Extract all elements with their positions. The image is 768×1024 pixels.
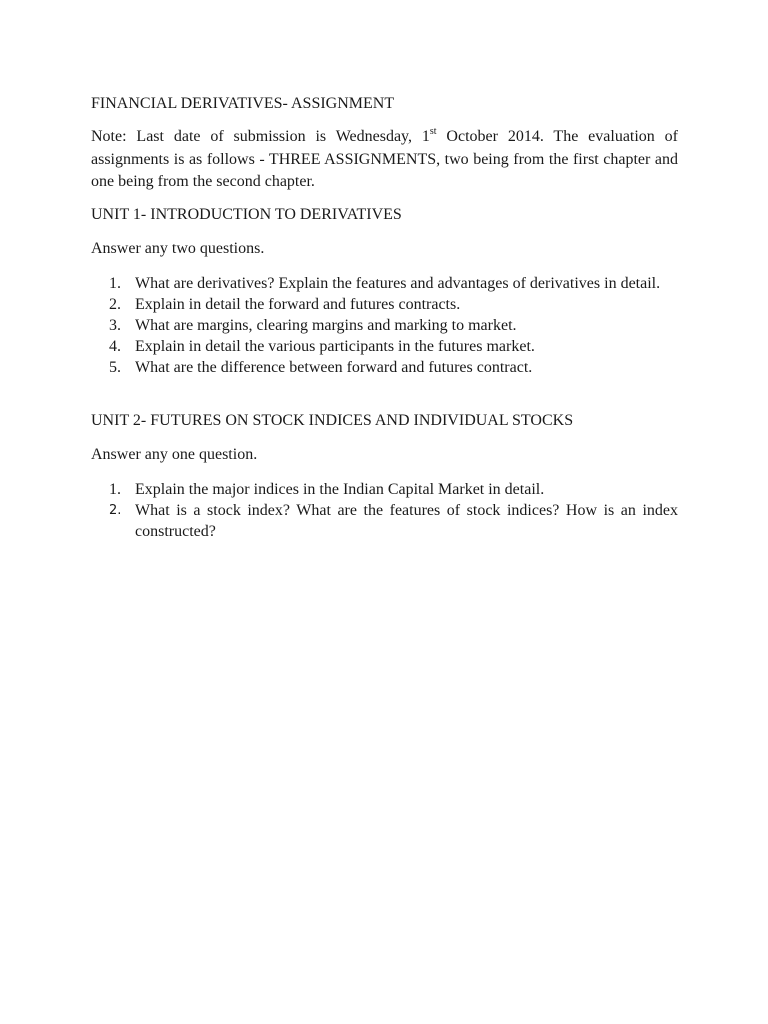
question-text: Explain in detail the various participants in the futures market. xyxy=(135,337,535,355)
unit-1-question-list xyxy=(91,273,678,378)
document-title: FINANCIAL DERIVATIVES- ASSIGNMENT xyxy=(91,95,395,112)
question-item xyxy=(91,315,678,336)
question-item xyxy=(91,500,678,542)
unit-2-instruction: Answer any one question. xyxy=(91,445,258,463)
document-page xyxy=(91,93,678,542)
question-item xyxy=(91,273,678,294)
unit-2-question-list xyxy=(91,479,678,542)
question-number: 5. xyxy=(109,358,121,376)
unit-1-heading: UNIT 1- INTRODUCTION TO DERIVATIVES xyxy=(91,205,402,223)
unit-2-heading: UNIT 2- FUTURES ON STOCK INDICES AND INDIVIDUAL STOCKS xyxy=(91,411,574,429)
unit-1-instruction: Answer any two questions. xyxy=(91,239,265,257)
unit-2-section xyxy=(91,410,678,542)
note-text-start: Note: Last date of submission is Wednesday, 1 xyxy=(91,128,430,145)
question-text: What are derivatives? Explain the features and advantages of derivatives in detail. xyxy=(135,274,661,292)
question-item xyxy=(91,294,678,315)
question-number: 1. xyxy=(109,274,121,292)
question-text: What are margins, clearing margins and marking to market. xyxy=(135,316,517,334)
note-text-end: October 2014. The evaluation of assignments is as follows - THREE ASSIGNMENTS, two being from the first chapter and one being from the second chapter. xyxy=(91,128,679,190)
question-number: 2. xyxy=(109,502,122,518)
submission-note xyxy=(91,126,678,194)
question-number: 4. xyxy=(109,337,121,355)
question-item xyxy=(91,336,678,357)
question-item xyxy=(91,357,678,378)
question-text: What are the difference between forward and futures contract. xyxy=(135,358,533,376)
question-text: Explain the major indices in the Indian Capital Market in detail. xyxy=(135,480,545,498)
note-superscript: st xyxy=(429,125,437,137)
question-text: Explain in detail the forward and futures contracts. xyxy=(135,295,461,313)
question-item xyxy=(91,479,678,500)
question-number: 3. xyxy=(109,316,121,334)
question-text: What is a stock index? What are the features of stock indices? How is an index constructed? xyxy=(135,501,678,540)
unit-1-section xyxy=(91,204,678,378)
question-number: 2. xyxy=(109,295,121,313)
question-number: 1. xyxy=(109,480,121,498)
